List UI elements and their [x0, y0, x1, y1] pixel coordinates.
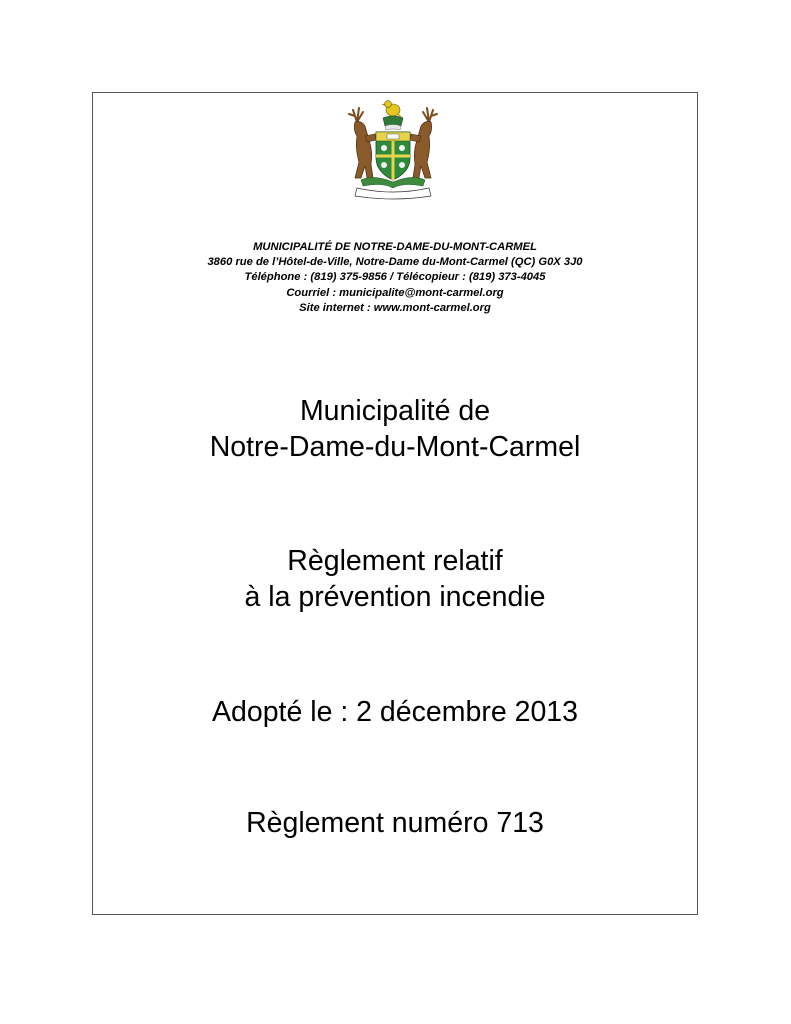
- municipality-title: [92, 393, 698, 465]
- phone-fax-line: Téléphone : (819) 375-9856 / Télécopieur : (819) 373-4045: [244, 271, 546, 284]
- left-deer-supporter: [349, 108, 376, 178]
- motto-ribbon: [355, 188, 431, 199]
- municipality-letterhead: [92, 240, 698, 316]
- org-name: MUNICIPALITÉ DE NOTRE-DAME-DU-MONT-CARMEL: [253, 241, 537, 253]
- website-line: Site internet : www.mont-carmel.org: [299, 301, 491, 314]
- municipal-coat-of-arms: [343, 96, 443, 202]
- regulation-number: Règlement numéro 713: [246, 807, 544, 839]
- right-deer-supporter: [410, 108, 437, 178]
- regulation-title: [92, 543, 698, 615]
- email-line: Courriel : municipalite@mont-carmel.org: [286, 286, 504, 299]
- adoption-date: Adopté le : 2 décembre 2013: [211, 696, 578, 728]
- municipality-title-line1: Municipalité de: [299, 395, 491, 427]
- shield-icon: [376, 132, 410, 180]
- municipality-title-line2: Notre-Dame-du-Mont-Carmel: [209, 431, 581, 463]
- regulation-title-line2: à la prévention incendie: [244, 581, 546, 613]
- page-border: [92, 92, 698, 915]
- regulation-title-line1: Règlement relatif: [287, 545, 503, 577]
- bird-crest-icon: [382, 101, 404, 118]
- address-line: 3860 rue de l’Hôtel-de-Ville, Notre-Dame du-Mont-Carmel (QC) G0X 3J0: [207, 256, 583, 269]
